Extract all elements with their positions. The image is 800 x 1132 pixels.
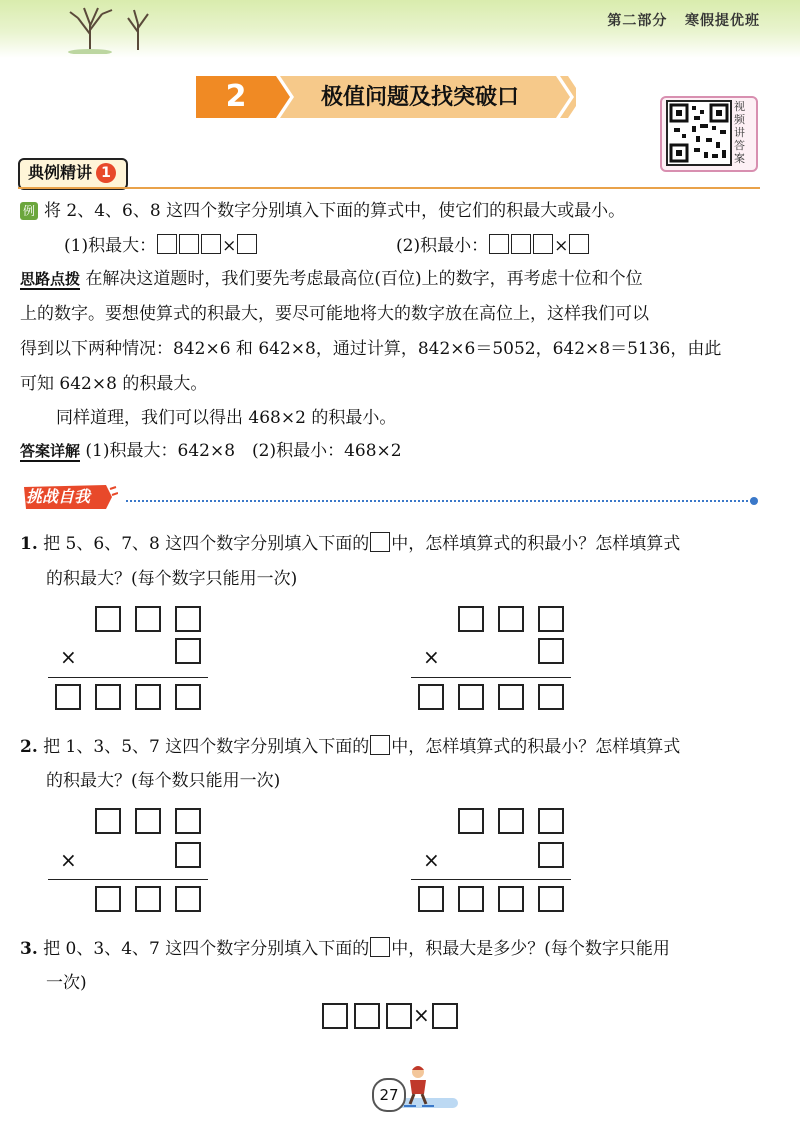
digit-box[interactable] — [538, 842, 564, 868]
question-1-line2: 的积最大？(每个数字只能用一次) — [46, 569, 298, 589]
digit-box[interactable] — [386, 1003, 412, 1029]
page-number: 27 — [372, 1078, 406, 1112]
question-2 — [20, 735, 680, 758]
digit-box[interactable] — [538, 606, 564, 632]
question-text: 中，怎样填算式的积最小？怎样填算式 — [391, 737, 681, 757]
question-number: 1. — [20, 534, 38, 554]
digit-box[interactable] — [135, 606, 161, 632]
analysis-text: 在解决这道题时，我们要先考虑最高位(百位)上的数字，再考虑十位和个位 — [85, 269, 643, 289]
header-series: 寒假提优班 — [685, 13, 760, 29]
digit-box[interactable] — [135, 886, 161, 912]
answer-box[interactable] — [511, 234, 531, 254]
example-text: 将 2、4、6、8 这四个数字分别填入下面的算式中，使它们的积最大或最小。 — [44, 201, 626, 221]
digit-box[interactable] — [498, 886, 524, 912]
digit-box[interactable] — [175, 886, 201, 912]
digit-box[interactable] — [95, 808, 121, 834]
question-1 — [20, 532, 680, 555]
analysis-line: 同样道理，我们可以得出 468×2 的积最小。 — [56, 408, 397, 428]
question-2-line2: 的积最大？(每个数只能用一次) — [46, 771, 281, 791]
question-text: 把 5、6、7、8 这四个数字分别填入下面的 — [43, 534, 370, 554]
answer-box[interactable] — [533, 234, 553, 254]
tree-icon — [118, 4, 158, 52]
digit-box[interactable] — [458, 808, 484, 834]
times-sign: × — [423, 645, 440, 669]
calc-line — [411, 677, 571, 678]
answer-box[interactable] — [237, 234, 257, 254]
answer-label: 答案详解 — [20, 442, 81, 460]
header-section: 第二部分 — [607, 13, 668, 29]
question-text: 把 0、3、4、7 这四个数字分别填入下面的 — [43, 939, 370, 959]
answer-box[interactable] — [569, 234, 589, 254]
times-sign: × — [554, 236, 569, 256]
answer-box[interactable] — [157, 234, 177, 254]
digit-box[interactable] — [135, 684, 161, 710]
answer-row — [20, 440, 402, 462]
qr-code-icon[interactable] — [666, 100, 732, 166]
tree-icon — [60, 4, 120, 54]
digit-box[interactable] — [95, 684, 121, 710]
section-number: 1 — [96, 163, 116, 183]
digit-box[interactable] — [55, 684, 81, 710]
times-sign: × — [60, 848, 77, 872]
box-symbol — [370, 937, 390, 957]
digit-box[interactable] — [538, 684, 564, 710]
section-divider — [18, 187, 760, 189]
analysis-line: 可知 642×8 的积最大。 — [20, 374, 208, 394]
answer-box[interactable] — [489, 234, 509, 254]
example-badge: 例 — [20, 202, 38, 220]
lesson-number: 2 — [225, 79, 247, 114]
lesson-title: 极值问题及找突破口 — [320, 85, 519, 110]
digit-box[interactable] — [135, 808, 161, 834]
question-3-line2: 一次) — [46, 973, 87, 993]
calc-line — [48, 677, 208, 678]
question-number: 2. — [20, 737, 38, 757]
dotted-divider — [126, 500, 752, 502]
header-title — [607, 10, 760, 30]
digit-box[interactable] — [175, 684, 201, 710]
analysis-label: 思路点拨 — [20, 270, 81, 288]
digit-box[interactable] — [418, 886, 444, 912]
example-max-row — [64, 234, 258, 257]
analysis-line — [20, 268, 643, 290]
digit-box[interactable] — [175, 606, 201, 632]
qr-label: 视频讲答案 — [734, 100, 745, 165]
digit-box[interactable] — [175, 638, 201, 664]
answer-box[interactable] — [201, 234, 221, 254]
analysis-line: 上的数字。要想使算式的积最大，要尽可能地将大的数字放在高位上，这样我们可以 — [20, 304, 649, 324]
digit-box[interactable] — [418, 684, 444, 710]
box-symbol — [370, 735, 390, 755]
digit-box[interactable] — [498, 684, 524, 710]
skater-icon — [400, 1064, 436, 1108]
divider-dot — [750, 497, 758, 505]
section-tab — [18, 158, 128, 190]
section-title: 典例精讲 — [28, 163, 93, 182]
digit-box[interactable] — [538, 808, 564, 834]
box-symbol — [370, 532, 390, 552]
analysis-line: 得到以下两种情况：842×6 和 642×8，通过计算，842×6＝5052，642×8＝5136，由此 — [20, 339, 722, 359]
calc-line — [411, 879, 571, 880]
challenge-title: 挑战自我 — [26, 487, 91, 506]
digit-box[interactable] — [538, 886, 564, 912]
calc-line — [48, 879, 208, 880]
question-text: 中，怎样填算式的积最小？怎样填算式 — [391, 534, 681, 554]
question-number: 3. — [20, 939, 38, 959]
digit-box[interactable] — [175, 808, 201, 834]
min-label: (2)积最小： — [396, 236, 489, 256]
digit-box[interactable] — [95, 886, 121, 912]
digit-box[interactable] — [458, 886, 484, 912]
answer-box[interactable] — [179, 234, 199, 254]
digit-box[interactable] — [322, 1003, 348, 1029]
times-sign: × — [423, 848, 440, 872]
times-sign: × — [413, 1003, 430, 1027]
answer-text: (1)积最大：642×8 (2)积最小：468×2 — [85, 441, 402, 461]
digit-box[interactable] — [458, 684, 484, 710]
digit-box[interactable] — [498, 808, 524, 834]
times-sign: × — [222, 236, 237, 256]
digit-box[interactable] — [538, 638, 564, 664]
digit-box[interactable] — [432, 1003, 458, 1029]
question-text: 把 1、3、5、7 这四个数字分别填入下面的 — [43, 737, 370, 757]
max-label: (1)积最大： — [64, 236, 157, 256]
digit-box[interactable] — [95, 606, 121, 632]
question-3 — [20, 937, 670, 960]
digit-box[interactable] — [458, 606, 484, 632]
question-text: 中，积最大是多少？(每个数字只能用 — [391, 939, 670, 959]
digit-box[interactable] — [175, 842, 201, 868]
example-statement — [20, 200, 625, 222]
digit-box[interactable] — [354, 1003, 380, 1029]
times-sign: × — [60, 645, 77, 669]
digit-box[interactable] — [498, 606, 524, 632]
example-min-row — [396, 234, 590, 257]
